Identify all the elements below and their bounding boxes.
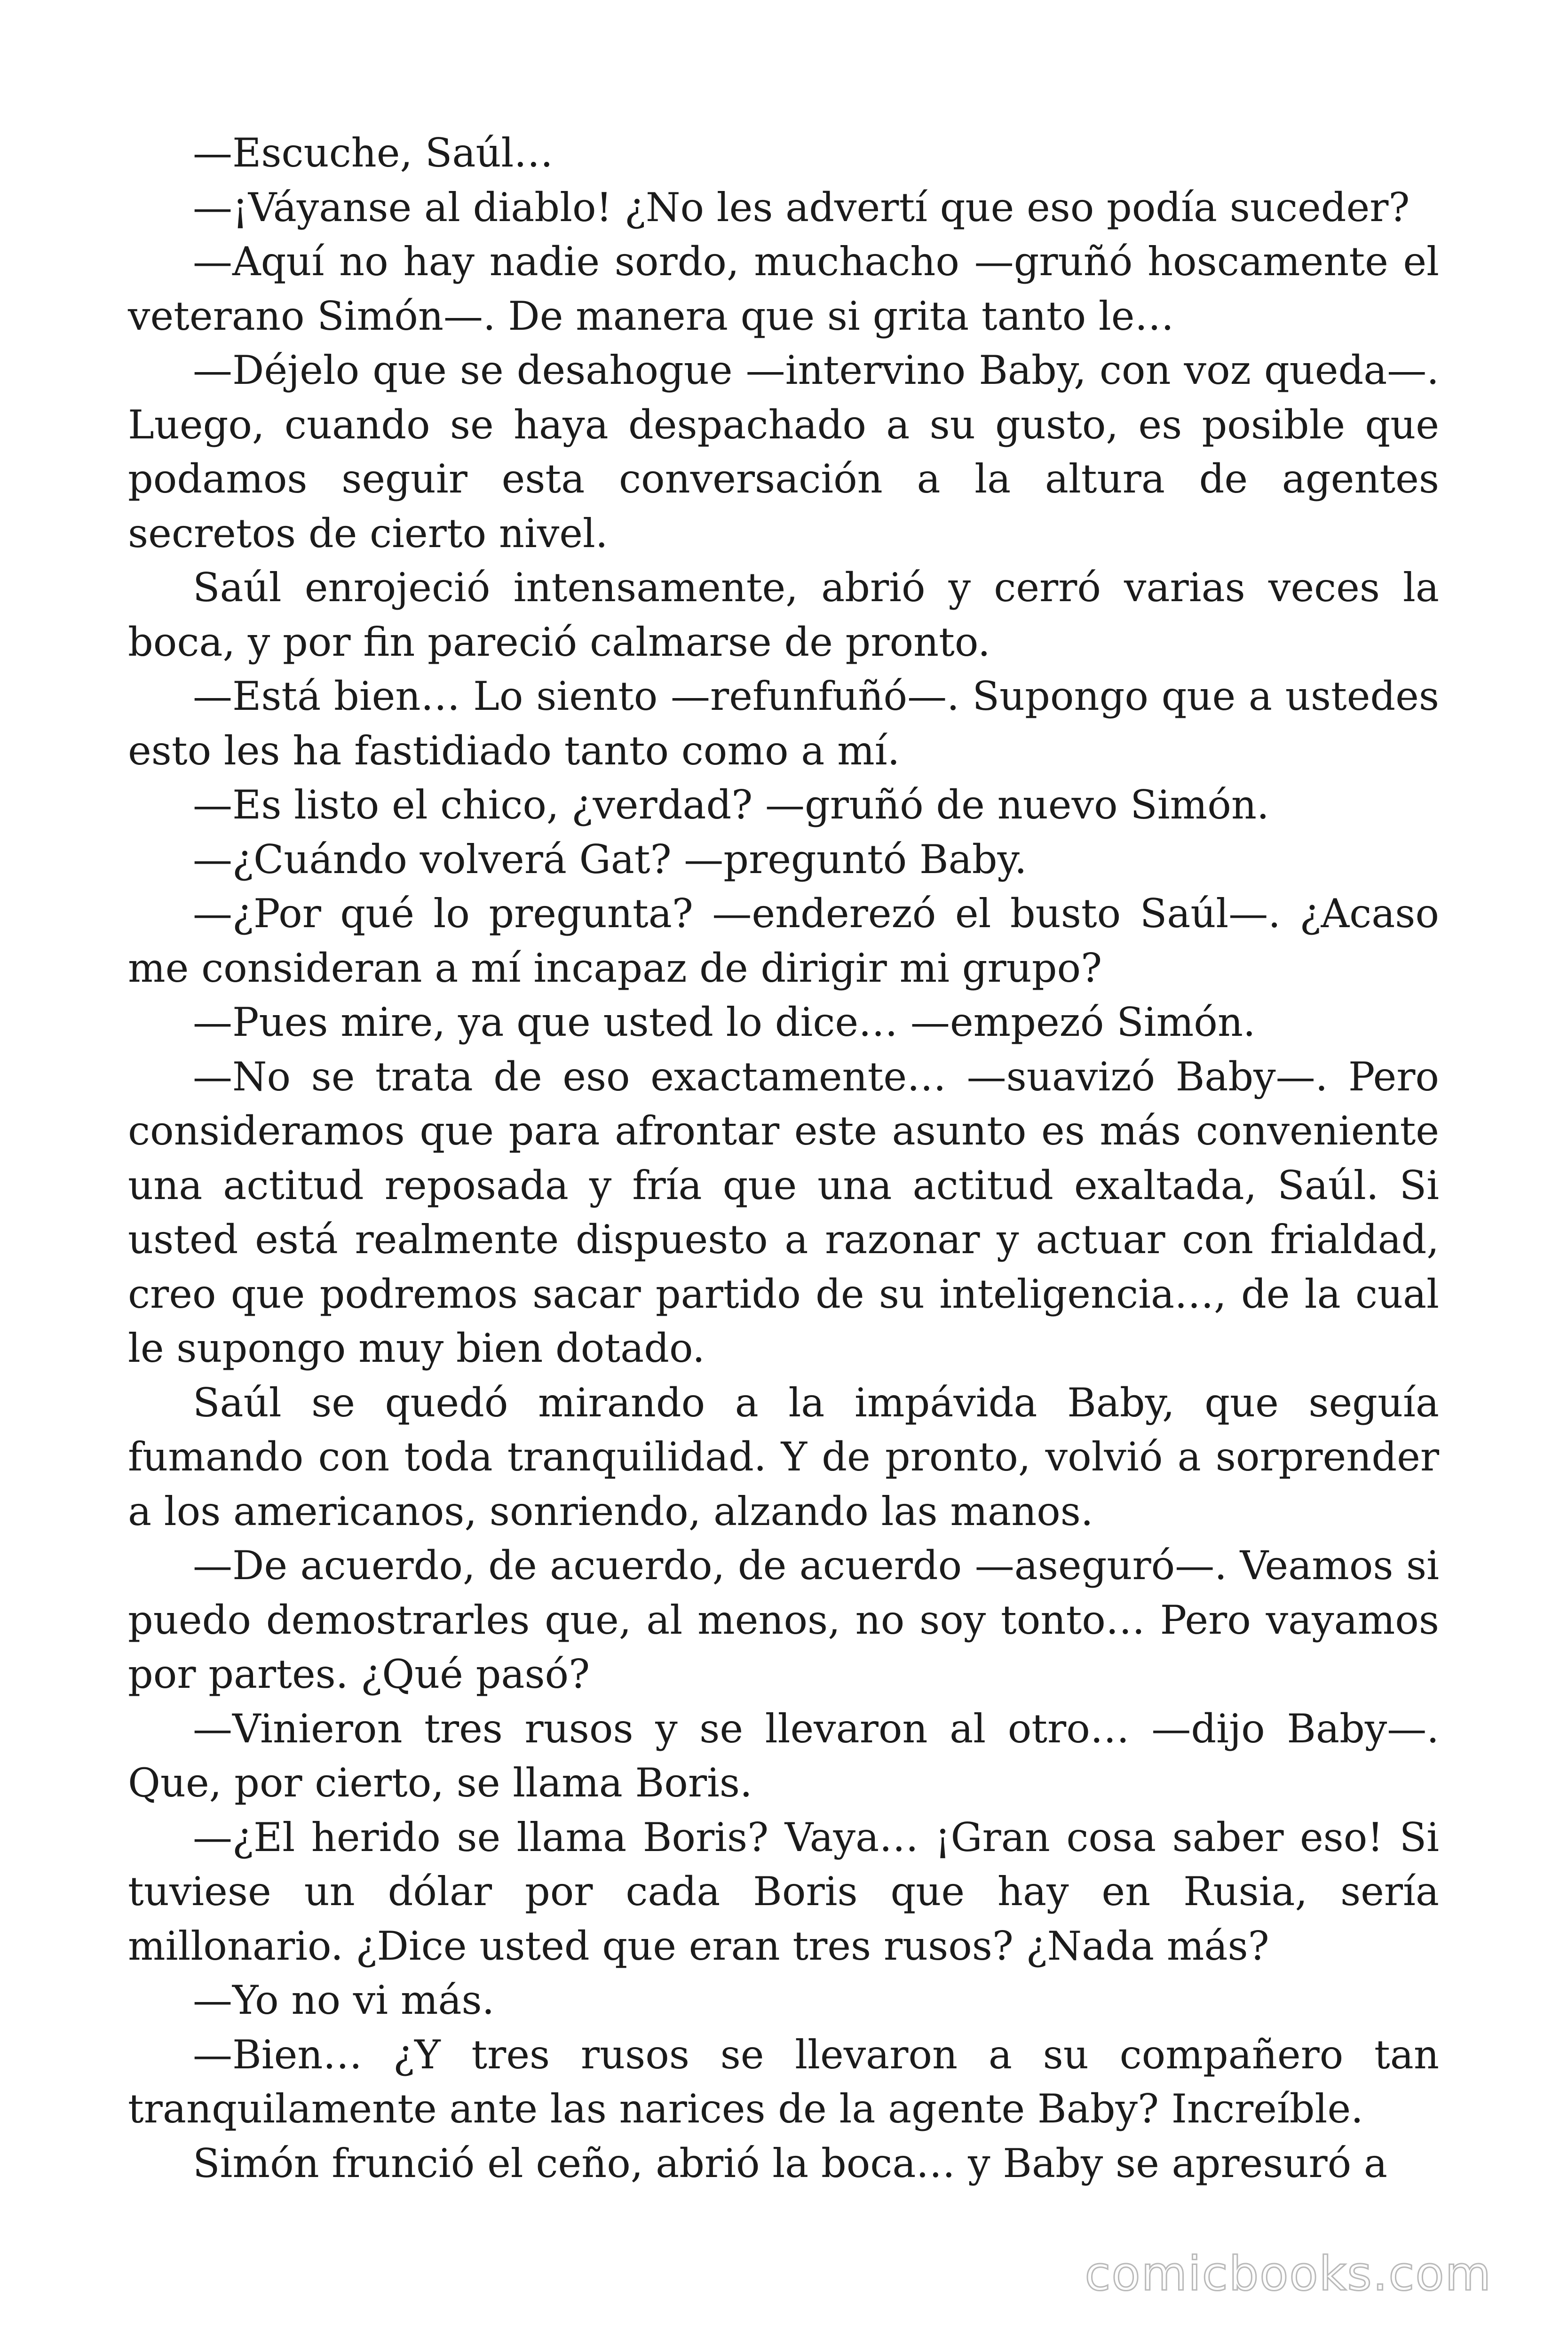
paragraph: —¿Cuándo volverá Gat? —preguntó Baby. — [193, 836, 1027, 882]
paragraph: —Es listo el chico, ¿verdad? —gruñó de nuevo Simón. — [193, 782, 1269, 828]
book-page-text — [128, 126, 1439, 2191]
paragraph: —¿El herido se llama Boris? Vaya… ¡Gran cosa saber eso! Si tuviese un dólar por cada Boris que hay en Rusia, sería millonario. ¿Dice usted que eran tres rusos? ¿Nada más? — [128, 1814, 1439, 1969]
paragraph: —Aquí no hay nadie sordo, muchacho —gruñó hoscamente el veterano Simón—. De manera que si grita tanto le… — [128, 238, 1439, 339]
paragraph: —No se trata de eso exactamente… —suavizó Baby—. Pero consideramos que para afrontar este asunto es más conveniente una actitud reposada y fría que una actitud exaltada, Saúl. Si usted está realmente dispuesto a razonar y actuar con frialdad, creo que podremos sacar partido de su inteligencia…, de la cual le supongo muy bien dotado. — [128, 1053, 1439, 1371]
paragraph: —Bien… ¿Y tres rusos se llevaron a su compañero tan tranquilamente ante las narices de la agente Baby? Increíble. — [128, 2031, 1439, 2132]
paragraph: —De acuerdo, de acuerdo, de acuerdo —aseguró—. Veamos si puedo demostrarles que, al menos, no soy tonto… Pero vayamos por partes. ¿Qué pasó? — [128, 1542, 1439, 1697]
paragraph: Saúl se quedó mirando a la impávida Baby, que seguía fumando con toda tranquilidad. Y de pronto, volvió a sorprender a los americanos, sonriendo, alzando las manos. — [128, 1379, 1439, 1534]
site-watermark: comicbooks.com — [1085, 2246, 1492, 2301]
paragraph: Simón frunció el ceño, abrió la boca… y Baby se apresuró a — [193, 2140, 1387, 2186]
paragraph: —Está bien… Lo siento —refunfuñó—. Supongo que a ustedes esto les ha fastidiado tanto como a mí. — [128, 673, 1439, 774]
paragraph: Saúl enrojeció intensamente, abrió y cerró varias veces la boca, y por fin pareció calmarse de pronto. — [128, 564, 1439, 665]
paragraph: —Yo no vi más. — [193, 1977, 495, 2023]
paragraph: —Escuche, Saúl… — [193, 130, 554, 176]
paragraph: —¡Váyanse al diablo! ¿No les advertí que eso podía suceder? — [193, 184, 1410, 230]
paragraph: —¿Por qué lo pregunta? —enderezó el busto Saúl—. ¿Acaso me consideran a mí incapaz de dirigir mi grupo? — [128, 890, 1439, 991]
paragraph: —Vinieron tres rusos y se llevaron al otro… —dijo Baby—. Que, por cierto, se llama Boris. — [128, 1705, 1439, 1806]
paragraph: —Déjelo que se desahogue —intervino Baby, con voz queda—. Luego, cuando se haya despachado a su gusto, es posible que podamos seguir esta conversación a la altura de agentes secretos de cierto nivel. — [128, 347, 1439, 556]
paragraph: —Pues mire, ya que usted lo dice… —empezó Simón. — [193, 999, 1256, 1045]
